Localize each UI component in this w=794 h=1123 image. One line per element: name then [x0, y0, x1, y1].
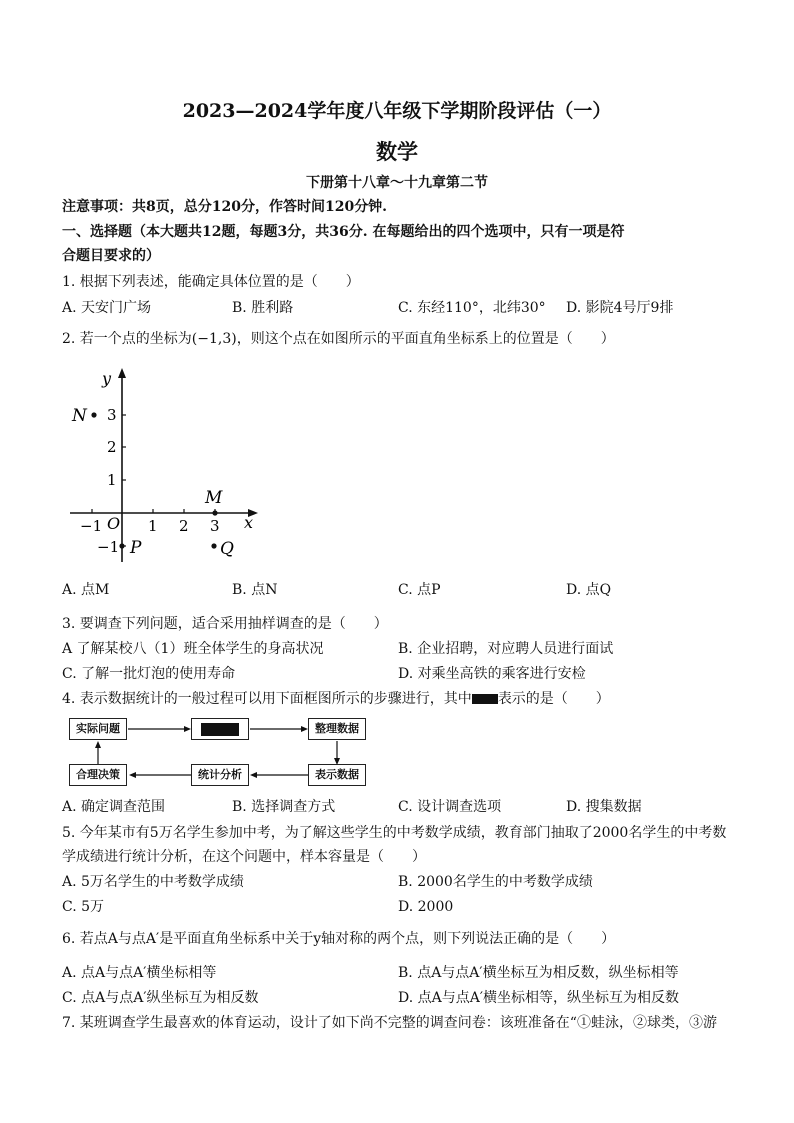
q1-option-c: C. 东经110°，北纬30°	[398, 300, 546, 316]
origin-label: O	[107, 514, 121, 533]
flow-box-statistical-analysis: 统计分析	[191, 764, 249, 786]
q6-option-c: C. 点A与点A′纵坐标互为相反数	[62, 990, 259, 1006]
flow-box-actual-problem: 实际问题	[69, 718, 127, 740]
point-q	[211, 543, 216, 548]
q5-option-b: B. 2000名学生的中考数学成绩	[398, 874, 593, 890]
subject-title: 数学	[376, 139, 418, 164]
q6-option-a: A. 点A与点A′横坐标相等	[62, 965, 217, 981]
flowchart-arrows	[60, 710, 380, 800]
blacked-out-box-icon	[472, 694, 498, 704]
q1-option-a: A. 天安门广场	[62, 300, 152, 316]
q4-option-a: A. 确定调查范围	[62, 799, 166, 815]
x-tick-label: 1	[148, 517, 158, 535]
q3-option-b: B. 企业招聘，对应聘人员进行面试	[398, 641, 614, 657]
q6-option-d: D. 点A与点A′横坐标相等，纵坐标互为相反数	[398, 990, 680, 1006]
point-p-label: P	[130, 538, 142, 558]
exam-scope: 下册第十八章～十九章第二节	[306, 175, 488, 191]
notice: 注意事项：共8页，总分120分，作答时间120分钟.	[62, 199, 388, 215]
section1-heading-line2: 合题目要求的）	[62, 248, 160, 264]
x-tick-label: 3	[210, 517, 220, 535]
q2-option-b: B. 点N	[232, 582, 278, 598]
q4-option-b: B. 选择调查方式	[232, 799, 336, 815]
x-tick-label: 2	[179, 517, 189, 535]
q5-option-d: D. 2000	[398, 899, 454, 915]
q4-stem	[62, 689, 742, 709]
y-tick-label: −1	[97, 538, 120, 556]
q4-stem-before: 4. 表示数据统计的一般过程可以用下面框图所示的步骤进行，其中	[62, 691, 472, 707]
point-m	[212, 510, 217, 515]
q5-option-a: A. 5万名学生的中考数学成绩	[62, 874, 244, 890]
point-m-label: M	[205, 488, 223, 508]
x-tick-label: −1	[80, 517, 103, 535]
point-n-label: N	[72, 406, 87, 426]
q3-option-a: A 了解某校八（1）班全体学生的身高状况	[62, 641, 324, 657]
q6-option-b: B. 点A与点A′横坐标互为相反数，纵坐标相等	[398, 965, 679, 981]
q5-stem-line1: 5. 今年某市有5万名学生参加中考，为了解这些学生的中考数学成绩，教育部门抽取了2000名学生的中考数	[62, 825, 727, 841]
q3-option-d: D. 对乘坐高铁的乘客进行安检	[398, 666, 586, 682]
point-n	[91, 412, 96, 417]
y-tick-label: 2	[107, 438, 117, 456]
q4-option-c: C. 设计调查选项	[398, 799, 502, 815]
coordinate-plane-figure	[62, 362, 272, 567]
q1-option-b: B. 胜利路	[232, 300, 294, 316]
x-axis-label: x	[244, 513, 254, 532]
q2-option-a: A. 点M	[62, 582, 110, 598]
q3-stem: 3. 要调查下列问题，适合采用抽样调查的是（ ）	[62, 616, 388, 632]
q4-option-d: D. 搜集数据	[566, 799, 642, 815]
y-tick-label: 3	[107, 406, 117, 424]
q6-stem: 6. 若点A与点A′是平面直角坐标系中关于y轴对称的两个点，则下列说法正确的是（ ）	[62, 931, 616, 947]
flow-box-decision: 合理决策	[69, 764, 127, 786]
q5-stem-line2: 学成绩进行统计分析，在这个问题中，样本容量是（ ）	[62, 849, 426, 865]
point-q-label: Q	[220, 539, 234, 559]
q1-stem: 1. 根据下列表述，能确定具体位置的是（ ）	[62, 274, 360, 290]
q2-option-c: C. 点P	[398, 582, 441, 598]
q5-option-c: C. 5万	[62, 899, 105, 915]
section1-heading-line1: 一、选择题（本大题共12题，每题3分，共36分. 在每题给出的四个选项中，只有一项是符	[62, 224, 625, 240]
q4-stem-after: 表示的是（ ）	[497, 691, 610, 707]
y-axis-label: y	[102, 369, 112, 388]
y-axis-arrow	[118, 368, 126, 378]
flow-box-organize-data: 整理数据	[308, 718, 366, 740]
q7-stem-line1: 7. 某班调查学生最喜欢的体育运动，设计了如下尚不完整的调查问卷：该班准备在“①蛙泳，②球类，③游	[62, 1015, 717, 1031]
q2-stem: 2. 若一个点的坐标为(−1,3)，则这个点在如图所示的平面直角坐标系上的位置是（ ）	[62, 331, 615, 347]
q2-option-d: D. 点Q	[566, 582, 612, 598]
q3-option-c: C. 了解一批灯泡的使用寿命	[62, 666, 236, 682]
flow-box-represent-data: 表示数据	[308, 764, 366, 786]
y-tick-label: 1	[107, 471, 117, 489]
exam-title: 2023—2024学年度八年级下学期阶段评估（一）	[182, 100, 612, 122]
point-p	[119, 543, 124, 548]
q1-option-d: D. 影院4号厅9排	[566, 300, 674, 316]
